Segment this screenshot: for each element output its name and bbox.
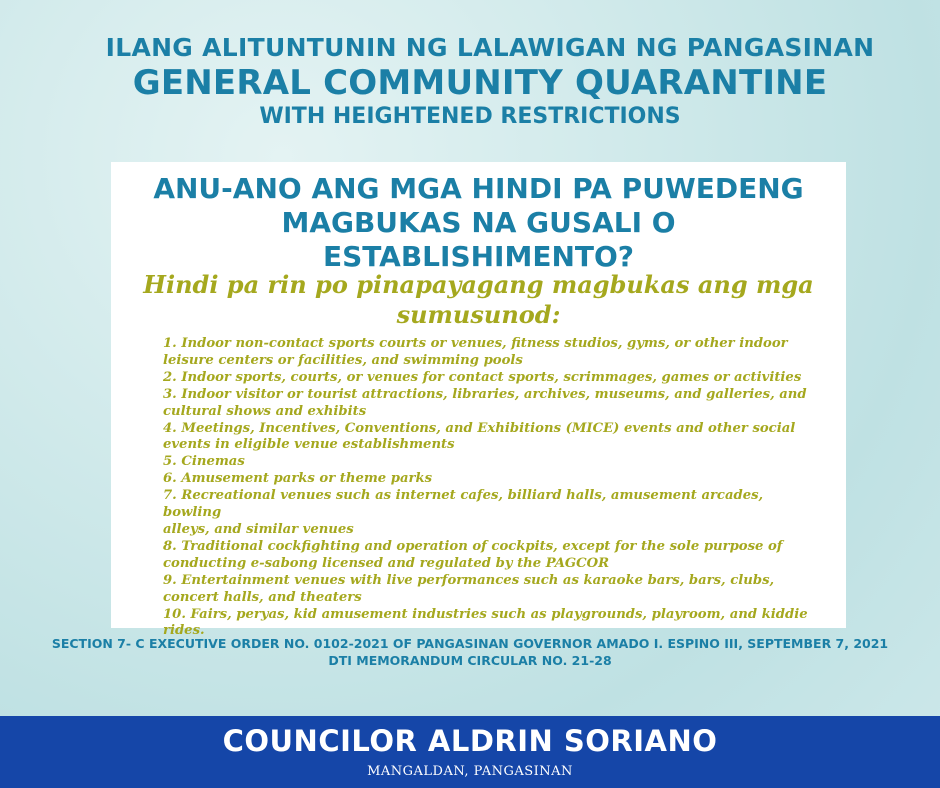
list-item: 7. Recreational venues such as internet cafes, billiard halls, amusement arcades, bowling alleys, and similar venues: [163, 488, 764, 537]
source-citation: SECTION 7- C EXECUTIVE ORDER NO. 0102-2021 OF PANGASINAN GOVERNOR AMADO I. ESPINO III, SEPTEMBER 7, 2021: [51, 636, 889, 651]
prohibited-list: [163, 336, 823, 640]
list-item: 3. Indoor visitor or tourist attractions, libraries, archives, museums, and galleries, and cultural shows and exhibits: [163, 386, 807, 419]
list-item: 2. Indoor sports, courts, or venues for contact sports, scrimmages, games or activities: [163, 369, 802, 385]
list-item: 9. Entertainment venues with live performances such as karaoke bars, bars, clubs, concert halls, and theaters: [163, 572, 775, 605]
content-card: [111, 162, 846, 639]
footer-banner: [0, 716, 940, 788]
list-item: 4. Meetings, Incentives, Conventions, and Exhibitions (MICE) events and other social events in eligible venue establishments: [163, 420, 796, 453]
header-subtitle: WITH HEIGHTENED RESTRICTIONS: [259, 104, 681, 129]
subheading: [111, 270, 846, 330]
question-line: ESTABLISHIMENTO?: [322, 240, 635, 273]
list-item: 10. Fairs, peryas, kid amusement industries such as playgrounds, playroom, and kiddie rides.: [163, 606, 808, 639]
subheading-line: sumusunod:: [396, 300, 561, 329]
question-line: MAGBUKAS NA GUSALI O: [281, 206, 676, 239]
source-memo: DTI MEMORANDUM CIRCULAR NO. 21-28: [328, 653, 612, 668]
councilor-place: MANGALDAN, PANGASINAN: [367, 764, 573, 779]
question-line: ANU-ANO ANG MGA HINDI PA PUWEDENG: [153, 172, 804, 205]
header-line-1: ILANG ALITUNTUNIN NG LALAWIGAN NG PANGASINAN: [105, 33, 875, 62]
subheading-line: Hindi pa rin po pinapayagang magbukas ang mga: [143, 270, 814, 299]
list-item: 6. Amusement parks or theme parks: [163, 471, 433, 487]
header-title: GENERAL COMMUNITY QUARANTINE: [132, 63, 828, 103]
question-title: [111, 172, 846, 274]
councilor-name: COUNCILOR ALDRIN SORIANO: [222, 724, 718, 758]
list-item: 8. Traditional cockfighting and operation of cockpits, except for the sole purpose of conducting e-sabong licensed and regulated by the PAGCOR: [163, 538, 783, 571]
list-item: 5. Cinemas: [163, 454, 245, 470]
list-item: 1. Indoor non-contact sports courts or venues, fitness studios, gyms, or other indoor leisure centers or facilities, and swimming pools: [163, 336, 788, 368]
